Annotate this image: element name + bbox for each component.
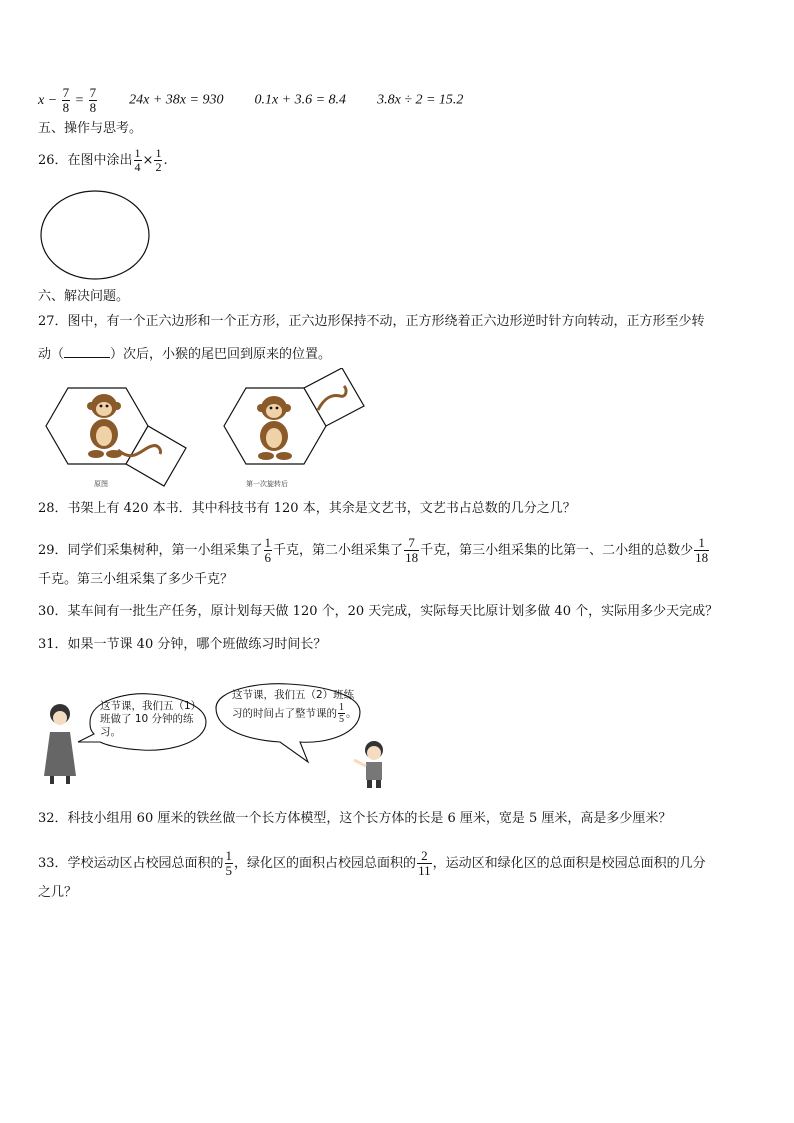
boy-icon: [354, 741, 383, 788]
circle-figure[interactable]: [38, 188, 154, 282]
question-31: 31．如果一节课 40 分钟，哪个班做练习时间长？: [38, 637, 327, 652]
hexagon-square-figures: [38, 368, 378, 490]
rotated-figure: [224, 368, 364, 488]
question-28: 28．书架上有 420 本书．其中科技书有 120 本，其余是文艺书，文艺书占总数的几分之几？: [38, 501, 576, 516]
equation-2: 24x + 38x = 930: [129, 92, 224, 108]
question-33-line-2: 之几？: [38, 885, 78, 900]
answer-blank[interactable]: [64, 345, 110, 358]
equation-3: 0.1x + 3.6 = 8.4: [254, 92, 347, 108]
question-26: 26．在图中涂出 $\frac{1}{4}$ × $\frac{1}{2}$ .: [38, 146, 168, 174]
right-speech-bubble: 这节课，我们五（2）班练习的时间占了整节课的 $\frac{1}{5}$ 。: [232, 689, 357, 725]
left-speech-bubble: 这节课，我们五（1）班做了 10 分钟的练习。: [100, 700, 202, 738]
caption-rotated: 第一次旋转后: [246, 480, 288, 488]
question-33-line-1: 33．学校运动区占校园总面积的 $\frac{1}{5}$ ，绿化区的面积占校园总面积的 $\frac{2}{11}$ ，运动区和绿化区的总面积是校园总面积的几分: [38, 848, 706, 878]
question-30: 30．某车间有一批生产任务，原计划每天做 120 个，20 天完成，实际每天比原计划多做 40 个，实际用多少天完成？: [38, 604, 719, 619]
fraction: $\frac{7}{8}$: [89, 85, 97, 115]
section-5-title: 五、操作与思考。: [38, 121, 143, 136]
fraction: $\frac{7}{8}$: [62, 85, 70, 115]
question-29-line-2: 千克。第三小组采集了多少千克？: [38, 572, 234, 587]
original-figure: [46, 388, 186, 488]
question-32: 32．科技小组用 60 厘米的铁丝做一个长方体模型，这个长方体的长是 6 厘米，宽是 5 厘米，高是多少厘米？: [38, 811, 672, 826]
caption-original: 原图: [94, 480, 108, 488]
equation-4: 3.8x ÷ 2 = 15.2: [377, 92, 464, 108]
section-6-title: 六、解决问题。: [38, 289, 130, 304]
question-29-line-1: 29．同学们采集树种，第一小组采集了 $\frac{1}{6}$ 千克，第二小组采集了 $\frac{7}{18}$ 千克，第三小组采集的比第一、二小组的总数少 $\frac{1}{18}$: [38, 535, 709, 565]
equation-1: x − $\frac{7}{8}$ = $\frac{7}{8}$: [38, 85, 97, 115]
girl-icon: [44, 704, 76, 784]
question-27-line-1: 27．图中，有一个正六边形和一个正方形，正六边形保持不动，正方形绕着正六边形逆时针方向转动，正方形至少转: [38, 314, 705, 329]
question-27-line-2: 动（ ）次后，小猴的尾巴回到原来的位置。: [38, 347, 332, 362]
equations-row: [38, 86, 463, 115]
